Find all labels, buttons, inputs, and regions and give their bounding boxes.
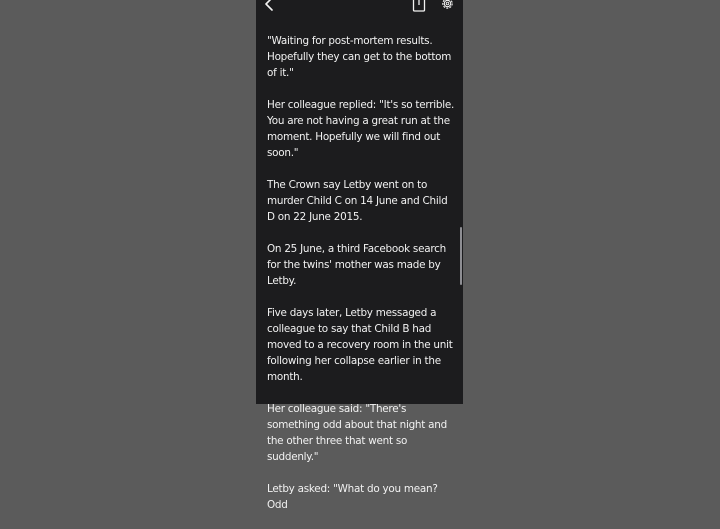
paragraph: "Waiting for post-mortem results. Hopefully they can get to the bottom of it." — [267, 35, 452, 79]
chevron-left-icon[interactable] — [262, 0, 278, 12]
paragraph: Letby asked: "What do you mean? Odd — [267, 483, 438, 511]
share-icon[interactable] — [412, 0, 426, 12]
paragraph: Five days later, Letby messaged a colleague to say that Child B had moved to a recovery room in the unit following her collapse earlier in the month. — [267, 307, 453, 383]
phone-screen — [256, 0, 463, 511]
scrollbar-thumb[interactable] — [460, 227, 462, 285]
article-body — [267, 1, 457, 529]
paragraph: The Crown say Letby went on to murder Child C on 14 June and Child D on 22 June 2015. — [267, 179, 448, 223]
gear-icon[interactable] — [440, 0, 455, 11]
paragraph: On 25 June, a third Facebook search for the twins' mother was made by Letby. — [267, 243, 446, 287]
paragraph: Her colleague said: "There's something odd about that night and the other three that went so suddenly." — [267, 403, 447, 463]
paragraph: Her colleague replied: "It's so terrible. You are not having a great run at the moment. Hopefully we will find out soon." — [267, 99, 455, 159]
top-toolbar — [256, 0, 463, 12]
